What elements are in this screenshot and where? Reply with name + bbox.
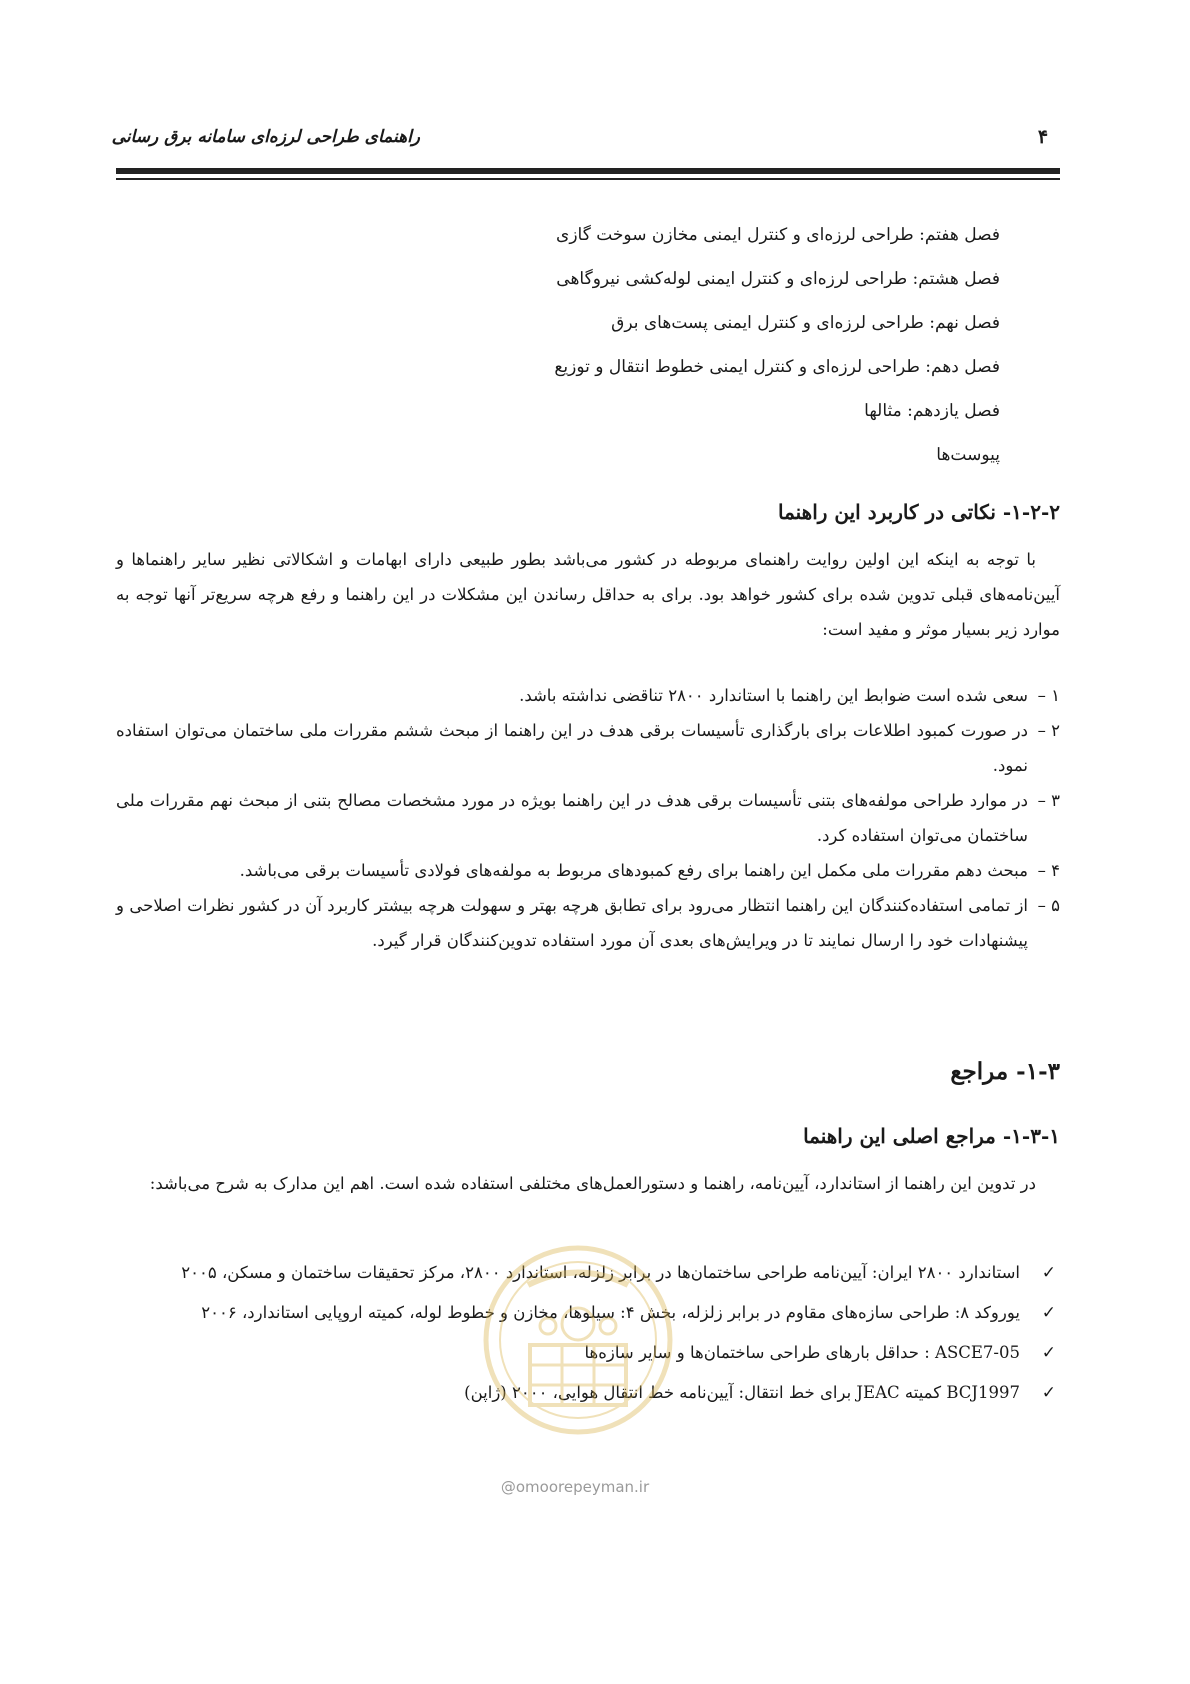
list-item bbox=[116, 853, 1060, 888]
item-text: در موارد طراحی مولفه‌های بتنی تأسیسات برقی هدف در این راهنما بویژه در مورد مشخصات مصالح بتنی از مبحث نهم مقررات ملی ساختمان می‌توان استفاده کرد. bbox=[116, 791, 1028, 845]
list-item bbox=[116, 713, 1060, 783]
item-text: مبحث دهم مقررات ملی مکمل این راهنما برای رفع کمبودهای مربوط به مولفه‌های فولادی تأسیسات برقی می‌باشد. bbox=[239, 861, 1028, 880]
page-number: ۴ bbox=[1037, 126, 1049, 148]
chapter-item: پیوست‌ها bbox=[936, 445, 1000, 465]
chapter-item: فصل نهم: طراحی لرزه‌ای و کنترل ایمنی پست‌های برق bbox=[611, 313, 1000, 333]
reference-text: یوروکد ۸: طراحی سازه‌های مقاوم در برابر زلزله، بخش ۴: سیلوها، مخازن و خطوط لوله، کمیته اروپایی استاندارد، ۲۰۰۶ bbox=[201, 1303, 1020, 1322]
check-icon: ✓ bbox=[1041, 1343, 1056, 1363]
item-text: در صورت کمبود اطلاعات برای بارگذاری تأسیسات برقی هدف در این راهنما از مبحث ششم مقررات ملی ساختمان می‌توان استفاده نمود. bbox=[116, 721, 1028, 775]
reference-text: ASCE7-05 : حداقل بارهای طراحی ساختمان‌ها و سایر سازه‌ها bbox=[584, 1343, 1020, 1362]
item-text: سعی شده است ضوابط این راهنما با استاندارد ۲۸۰۰ تناقضی نداشته باشد. bbox=[519, 686, 1028, 705]
running-header-title: راهنمای طراحی لرزه‌ای سامانه برق رسانی bbox=[111, 127, 420, 147]
chapter-list bbox=[554, 220, 1000, 484]
item-number: ۴ – bbox=[1037, 861, 1060, 880]
header-rule-thin bbox=[116, 178, 1060, 180]
check-icon: ✓ bbox=[1041, 1263, 1056, 1283]
check-icon: ✓ bbox=[1041, 1383, 1056, 1403]
item-number: ۵ – bbox=[1037, 896, 1060, 915]
section-1-3-1-intro bbox=[116, 1166, 1060, 1201]
chapter-item: فصل دهم: طراحی لرزه‌ای و کنترل ایمنی خطوط انتقال و توزیع bbox=[554, 357, 1000, 377]
reference-text: استاندارد ۲۸۰۰ ایران: آیین‌نامه طراحی ساختمان‌ها در برابر زلزله، استاندارد ۲۸۰۰، مرکز تحقیقات ساختمان و مسکن، ۲۰۰۵ bbox=[181, 1263, 1020, 1282]
chapter-item: فصل هشتم: طراحی لرزه‌ای و کنترل ایمنی لوله‌کشی نیروگاهی bbox=[556, 269, 1000, 289]
item-number: ۲ – bbox=[1037, 721, 1060, 740]
chapter-item: فصل یازدهم: مثالها bbox=[864, 401, 1000, 421]
item-number: ۱ – bbox=[1037, 686, 1060, 705]
reference-text: BCJ1997 کمیته JEAC برای خط انتقال: آیین‌نامه خط انتقال هوایی، ۲۰۰۰ (ژاپن) bbox=[464, 1383, 1020, 1402]
check-icon: ✓ bbox=[1041, 1303, 1056, 1323]
header-rule-thick bbox=[116, 168, 1060, 174]
notes-list bbox=[116, 678, 1060, 958]
list-item bbox=[116, 888, 1060, 958]
chapter-item: فصل هفتم: طراحی لرزه‌ای و کنترل ایمنی مخازن سوخت گازی bbox=[556, 225, 1000, 245]
watermark-url: @omoorepeyman.ir bbox=[500, 1478, 650, 1496]
intro-paragraph: در تدوین این راهنما از استاندارد، آیین‌نامه، راهنما و دستورالعمل‌های مختلفی استفاده شده است. اهم این مدارک به شرح می‌باشد: bbox=[149, 1174, 1036, 1193]
item-number: ۳ – bbox=[1037, 791, 1060, 810]
section-heading-1-2-2: ۱-۲-۲- نکاتی در کاربرد این راهنما bbox=[777, 500, 1060, 524]
section-1-2-2-intro bbox=[116, 542, 1060, 647]
list-item bbox=[116, 678, 1060, 713]
watermark-logo-icon bbox=[478, 1240, 678, 1470]
intro-paragraph: با توجه به اینکه این اولین روایت راهنمای مربوطه در کشور می‌باشد بطور طبیعی دارای ابهامات و اشکالاتی نظیر سایر راهنماها و آیین‌نامه‌های قبلی تدوین شده برای کشور خواهد بود. برای به حداقل رساندن این مشکلات در این راهنما و رفع هرچه سریع‌تر آنها توجه به موارد زیر بسیار موثر و مفید است: bbox=[116, 550, 1060, 639]
section-heading-1-3-1: ۱-۳-۱- مراجع اصلی این راهنما bbox=[803, 1124, 1060, 1148]
section-heading-1-3: ۱-۳- مراجع bbox=[950, 1058, 1060, 1085]
list-item bbox=[116, 783, 1060, 853]
item-text: از تمامی استفاده‌کنندگان این راهنما انتظار می‌رود برای تطابق هرچه بهتر و سهولت هرچه بیشتر کاربرد آن در کشور نظرات اصلاحی و پیشنهادات خود را ارسال نمایند تا در ویرایش‌های بعدی آن مورد استفاده تدوین‌کنندگان قرار گیرد. bbox=[116, 896, 1028, 950]
